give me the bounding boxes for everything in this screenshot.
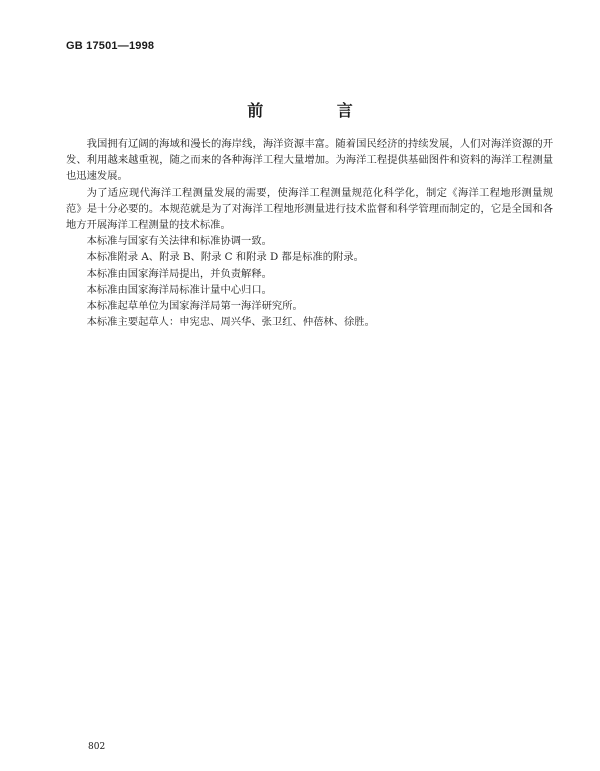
paragraph-drafters: 本标准主要起草人：申宪忠、周兴华、张卫红、仲蓓林、徐胜。	[86, 316, 375, 329]
standard-code: GB 17501—1998	[66, 40, 155, 52]
preface-body	[66, 136, 553, 330]
paragraph-proposer: 本标准由国家海洋局提出，并负责解释。	[86, 267, 272, 280]
paragraph-appendices: 本标准附录 A、附录 B、附录 C 和附录 D 都是标准的附录。	[86, 251, 364, 264]
paragraph-purpose: 为了适应现代海洋工程测量发展的需要，使海洋工程测量规范化科学化，制定《海洋工程地形测量规范》是十分必要的。本规范就是为了对海洋工程地形测量进行技术监督和科学管理而制定的，它是全国和各地方开展海洋工程测量的技术标准。	[66, 186, 553, 232]
page-title: 前 言	[247, 101, 387, 120]
page-number: 802	[88, 742, 106, 752]
paragraph-intro: 我国拥有辽阔的海域和漫长的海岸线，海洋资源丰富。随着国民经济的持续发展，人们对海洋资源的开发、利用越来越重视，随之而来的各种海洋工程大量增加。为海洋工程提供基础图件和资料的海洋工程测量也迅速发展。	[66, 138, 553, 183]
paragraph-centralizing-unit: 本标准由国家海洋局标准计量中心归口。	[86, 283, 272, 296]
paragraph-consistency: 本标准与国家有关法律和标准协调一致。	[86, 235, 272, 248]
paragraph-drafting-unit: 本标准起草单位为国家海洋局第一海洋研究所。	[86, 300, 303, 313]
